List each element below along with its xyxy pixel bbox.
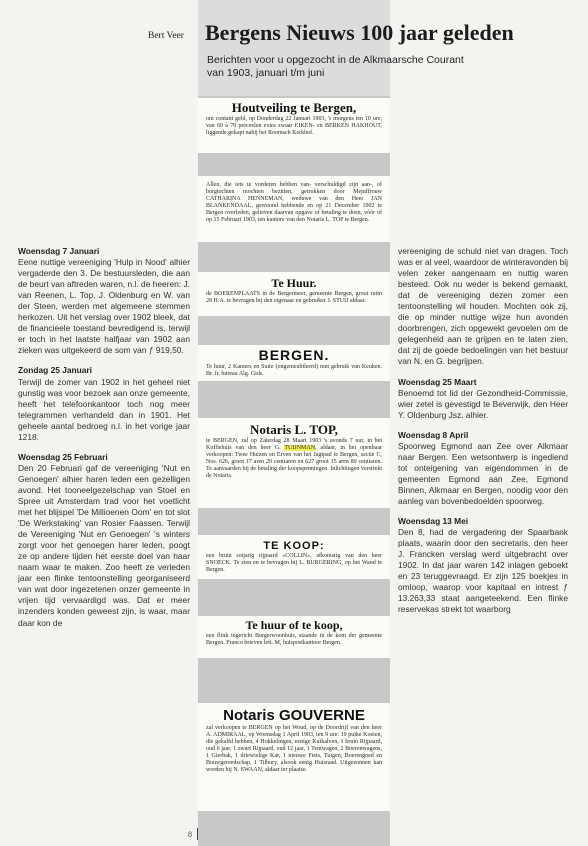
ad-te-huur-boerenplaats: Te Huur. de BOERENPLAATS in de Bergermeer, gemeente Bergen, groot ruim 28 H.A. te bevragen bij den eigenaar en gebruiker J. STUIJ aldaar.: [198, 272, 390, 316]
right-column: [398, 246, 568, 624]
ad-notaris-gouverne: Notaris GOUVERNE zal verkoopen te BERGEN op het Woud, op de Doordrijf van den heer A. ADMIRAAL, op Woensdag 1 April 1903, ten 9 ure: 19 puike Koeien, die gekalfd hebben, 4 Hokkelingen, eenige Kuikalven, 1 bruin Rijpaard, oud 6 jaar, 1 zwart Rijpaard, oud 12 jaar, 1 Tentwagen, 2 Boerenwagens, 1 Gierbak, 1 driewielige Kar, 1 nieuwe Fiets, Tuigen, Boerengoed en Bouwgereedschap, 1 Tilbury, alsook eenig Huisraad. Uitgezonnen kan worden bij N. SWAAN, aldaar ter plaatse.: [198, 703, 390, 811]
ad-te-koop-rijpaard: TE KOOP: een bruin soijarig rijpaard «COLLIN», afkomstig van den heer SNOECK. Te zien en te bevragen bij L. BURGERING, op het Wand te Bergen.: [198, 535, 390, 579]
highlighted-name: TUIJNMAN: [284, 445, 316, 451]
article-text: Den 8, had de vergadering der Spaarbank plaats, waarin door den secretaris, den heer J. Francken verslag werd uitgebracht over 1902. In dat jaar waren 142 inlagen geboekt en 23 teruggevraagd. Er zijn 125 boekjes in omloop, waarop voor kapitaal en intrest ƒ 13.263,33 staat aangeteekend. Een flinke reservekas strekt tot waarborg: [398, 527, 568, 615]
article-heading: Woensdag 8 April: [398, 429, 469, 440]
page-subtitle: Berichten voor u opgezocht in de Alkmaarsche Courant van 1903, januari t/m juni: [207, 54, 464, 79]
article-heading: Woensdag 25 Februari: [18, 451, 108, 462]
ad-notaris-top: Notaris L. TOP, te BERGEN, zal op Zaterdag 28 Maart 1903 's avonds 7 uur, in het Koffiehuis van den heer G. TUIJNMAN, aldaar, in het openbaar verkoopen: Twee Huizen en Erven van het Jagtpad te Bergen, sectie C, Nos. 626, groot 17 aren 20 centiaren en 627 groot 15 aren 80 centiaren. Te aanvaarden bij de betaling der koopspenningen. Inlichtingen verstrekt de Notaris.: [198, 418, 390, 508]
article-25-februari: [18, 452, 190, 629]
author-name: Bert Veer: [148, 31, 184, 41]
article-heading: Woensdag 7 Januari: [18, 246, 100, 256]
article-text: Benoemd tot lid der Gezondheid-Commissie, wier zetel is gevestigd te Beverwijk, den Heer Y. Oldenburg Jsz. alhier.: [398, 387, 568, 420]
ad-te-huur-of-te-koop: Te huur of te koop, een flink ingericht Burgerwoonhuis, staande in de kom der gemeente Bergen. Franco brieven lett. M, huispostkantoor Bergen.: [198, 616, 390, 658]
article-8-april: [398, 430, 568, 507]
article-text: Den 20 Februari gaf de vereeniging 'Nut en Genoegen' alhier haren leden een gezelligen avond. Het tooneelgezelschap van Stoel en Spree uit Amsterdam trad voor het voetlicht met het blijspel 'De Millioenen Oom' en tot slot 'De Werkstaking' van Rosier Faassen. Terwijl de Vereeniging 'Nut en Genoegen' 's winters zorgt voor het genoegen harer leden, poogt ze op andere tijden het eerste doel van haar naam waar te maken. Zoo heeft ze verleden jaar een flinke tentoonstelling georganiseerd van wat door ingezetenen onzer gemeente in vrijen tijd vervaardigd was. Dat er meer inzenders konden geweest zijn, is waar, maar daar kon de: [18, 462, 190, 628]
page-title: Bergens Nieuws 100 jaar geleden: [205, 20, 514, 45]
left-column: [18, 246, 190, 638]
article-25-januari: [18, 365, 190, 442]
article-heading: Woensdag 25 Maart: [398, 376, 477, 387]
page-number: 8: [188, 830, 192, 839]
ad-houtveiling: Houtveiling te Bergen, om contant geld, op Donderdag 22 Januari 1903, 's morgens ten 10 ure, van 60 à 70 perceelen extra zwaar EIKEN- en BERKEN HAKHOUT, liggende gekapt nabij het Roomsch Kerkhof.: [198, 98, 390, 153]
page-divider: [197, 828, 198, 840]
article-text: Spoorweg Egmond aan Zee over Alkmaar naar Bergen. Een wetsontwerp is ingediend tot onteigening van eigendommen in de gemeenten Egmond aan Zee, Egmond Binnen, Alkmaar en Bergen, noodig voor den aanleg van bovenbedoelden spoorweg.: [398, 440, 568, 506]
header-band: [198, 0, 390, 96]
ad-nalatenschap: Allen, die iets te vorderen hebben van- verschuldigd zijn aan-, of borgtochten mochten bezitten, getrokken door Mejuffrouw CATHARINA HENNEMAN, weduwe van den Heer JAN BLANKENDAAL, gewoond hebbende en op 21 December 1902 te Bergen overleden, gelieven daarvan opgave of betaling te doen, vóór of op 15 Februari 1903, ten kantore van den Notaris L. TOP te Bergen.: [198, 176, 390, 242]
article-continued: [398, 246, 568, 368]
article-25-maart: [398, 377, 568, 421]
article-heading: Zondag 25 Januari: [18, 365, 92, 376]
article-7-januari: [18, 246, 190, 356]
ad-bergen-kamers: BERGEN. Te huur, 2 Kamers en Suite (ongemeubileerd) met gebruik van Keuken. Br. fr. bureau Alg. Gids.: [198, 345, 390, 381]
article-text: Eene nuttige vereeniging 'Hulp in Nood' alhier vergaderde den 3. De bestuursleden, die aan de beurt van aftreden waren, n.l. de heeren: J. van Reenen, L. Top, J. Oldenburg en W. van der Steen, werden met algemeene stemmen herkozen. Uit het verslag over 1902 bleek, dat de financieele toestand bevredigend is, terwijl er toch in het laatste halfjaar van 1902 aan zieken was uitgekeerd de som van ƒ 919,50.: [18, 257, 190, 356]
article-13-mei: [398, 516, 568, 615]
article-text: vereeniging de schuld niet van dragen. Toch was er al veel, waardoor de winteravonden bij velen zeker aangenaam en nuttig waren besteed. Ook nu weder is bekend gemaakt, dat de vereeniging dezen zomer een tentoonstelling wil houden. Mochten ook zij, die op minder nuttige wijze hun avonden doorbrengen, zich opgewekt gevoelen om de gelegenheid aan te grijpen en te laten zien, dat zij de goede bedoelingen van het bestuur van N. en G. begrijpen.: [398, 246, 568, 367]
article-heading: Woensdag 13 Mei: [398, 516, 469, 527]
article-text: Terwijl de zomer van 1902 in het geheel niet gunstig was voor bezoek aan onze gemeente, heeft het telefoonkantoor toch nog meer telegrammen verhandeld dan in 1901. Het geheele aantal bedroeg n.l. in het vorige jaar 1218.: [18, 376, 190, 442]
